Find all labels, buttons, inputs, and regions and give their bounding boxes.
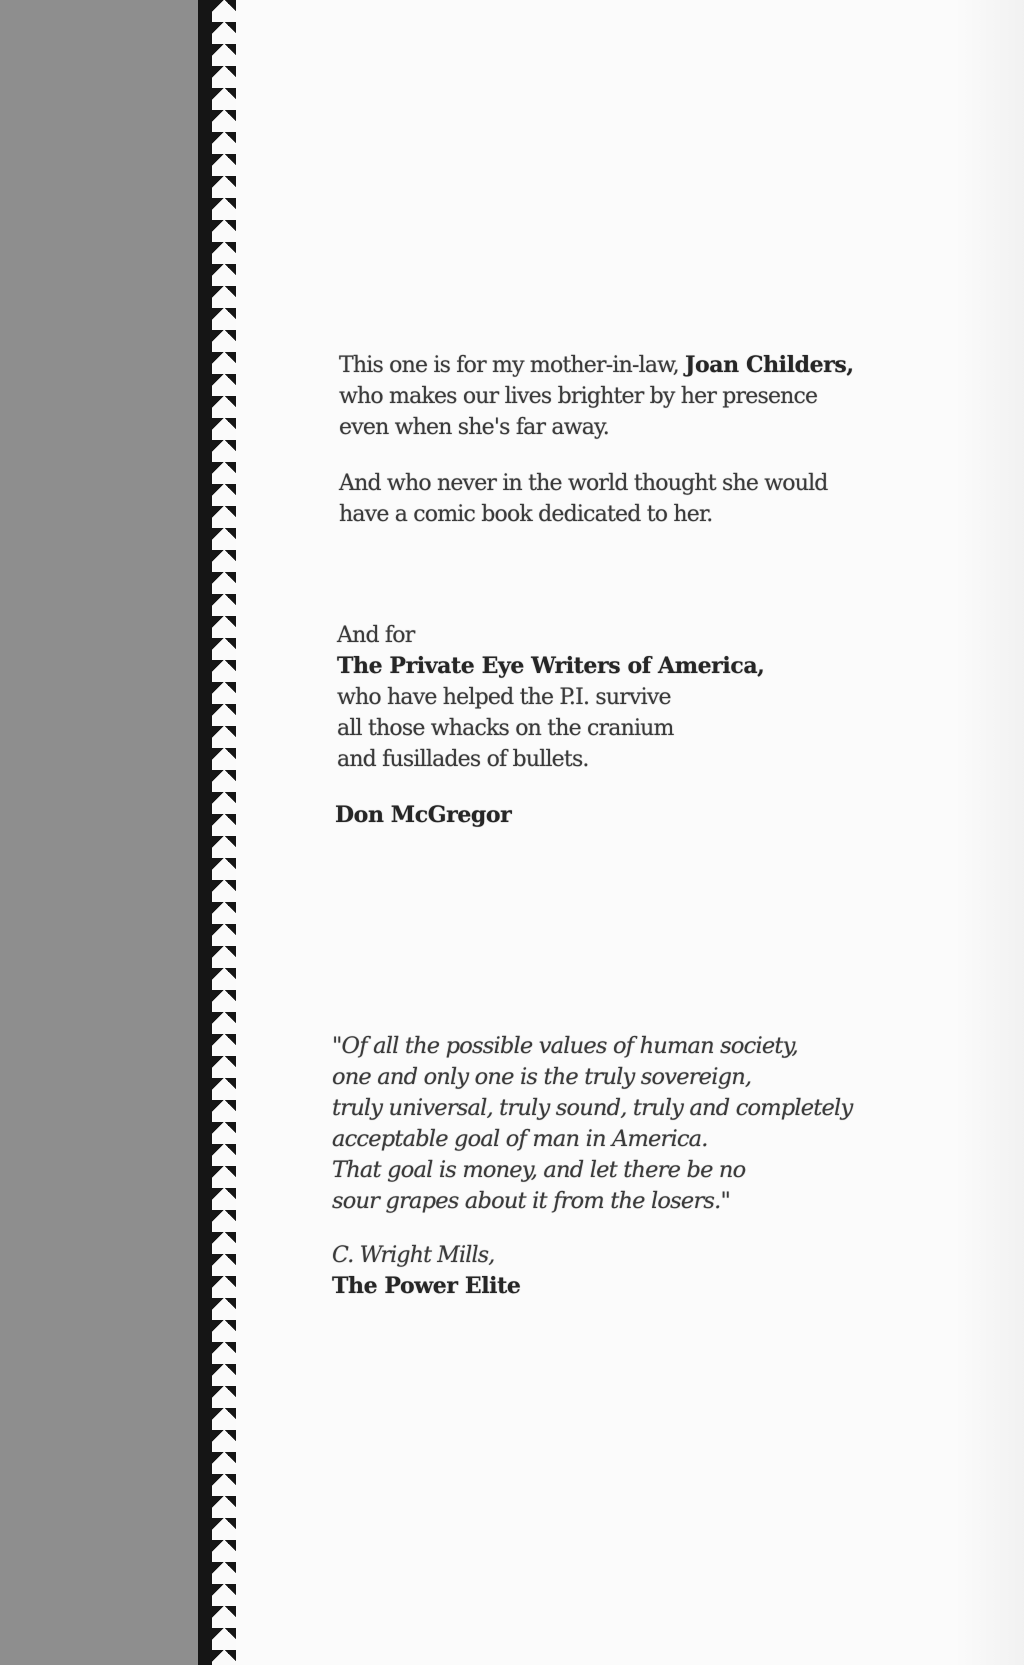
dedicatee-name: Joan Childers, — [684, 352, 854, 378]
dedication-line-3: even when she's far away. — [339, 415, 609, 440]
dedication-line-4: And who never in the world thought she would — [339, 471, 828, 496]
second-dedication-block — [337, 620, 764, 775]
organization-name: The Private Eye Writers of America, — [337, 653, 765, 679]
dedication-block — [339, 350, 854, 530]
quote-line: That goal is money, and let there be no — [332, 1157, 746, 1183]
quote-line: truly universal, truly sound, truly and completely — [332, 1095, 853, 1121]
quote-line: "Of all the possible values of human society, — [332, 1033, 798, 1059]
quote-line: one and only one is the truly sovereign, — [332, 1064, 752, 1090]
dedication-paragraph-1 — [339, 350, 854, 443]
dedication-line-1 — [339, 350, 854, 381]
binding-teeth — [212, 0, 236, 1665]
author-signature: Don McGregor — [335, 802, 512, 828]
quote-attribution — [332, 1240, 520, 1302]
quote-line: acceptable goal of man in America. — [332, 1126, 708, 1152]
epigraph-quote — [332, 1031, 852, 1217]
page-edge-shade — [954, 0, 1024, 1665]
quote-source-title: The Power Elite — [332, 1273, 521, 1299]
dedication-line-1-text: This one is for my mother-in-law, — [339, 353, 685, 378]
quote-author: C. Wright Mills, — [332, 1243, 495, 1268]
second-dedication-line-3: who have helped the P.I. survive — [337, 685, 671, 710]
scanner-background — [0, 0, 200, 1665]
dedication-page — [236, 0, 1024, 1665]
quote-line: sour grapes about it from the losers." — [332, 1188, 731, 1214]
second-dedication-line-1: And for — [337, 623, 415, 648]
second-dedication-line-5: and fusillades of bullets. — [337, 747, 589, 772]
second-dedication-line-4: all those whacks on the cranium — [337, 716, 674, 741]
dedication-line-2: who makes our lives brighter by her presence — [339, 384, 818, 409]
dedication-line-5: have a comic book dedicated to her. — [339, 502, 713, 527]
dedication-paragraph-2 — [339, 468, 854, 530]
